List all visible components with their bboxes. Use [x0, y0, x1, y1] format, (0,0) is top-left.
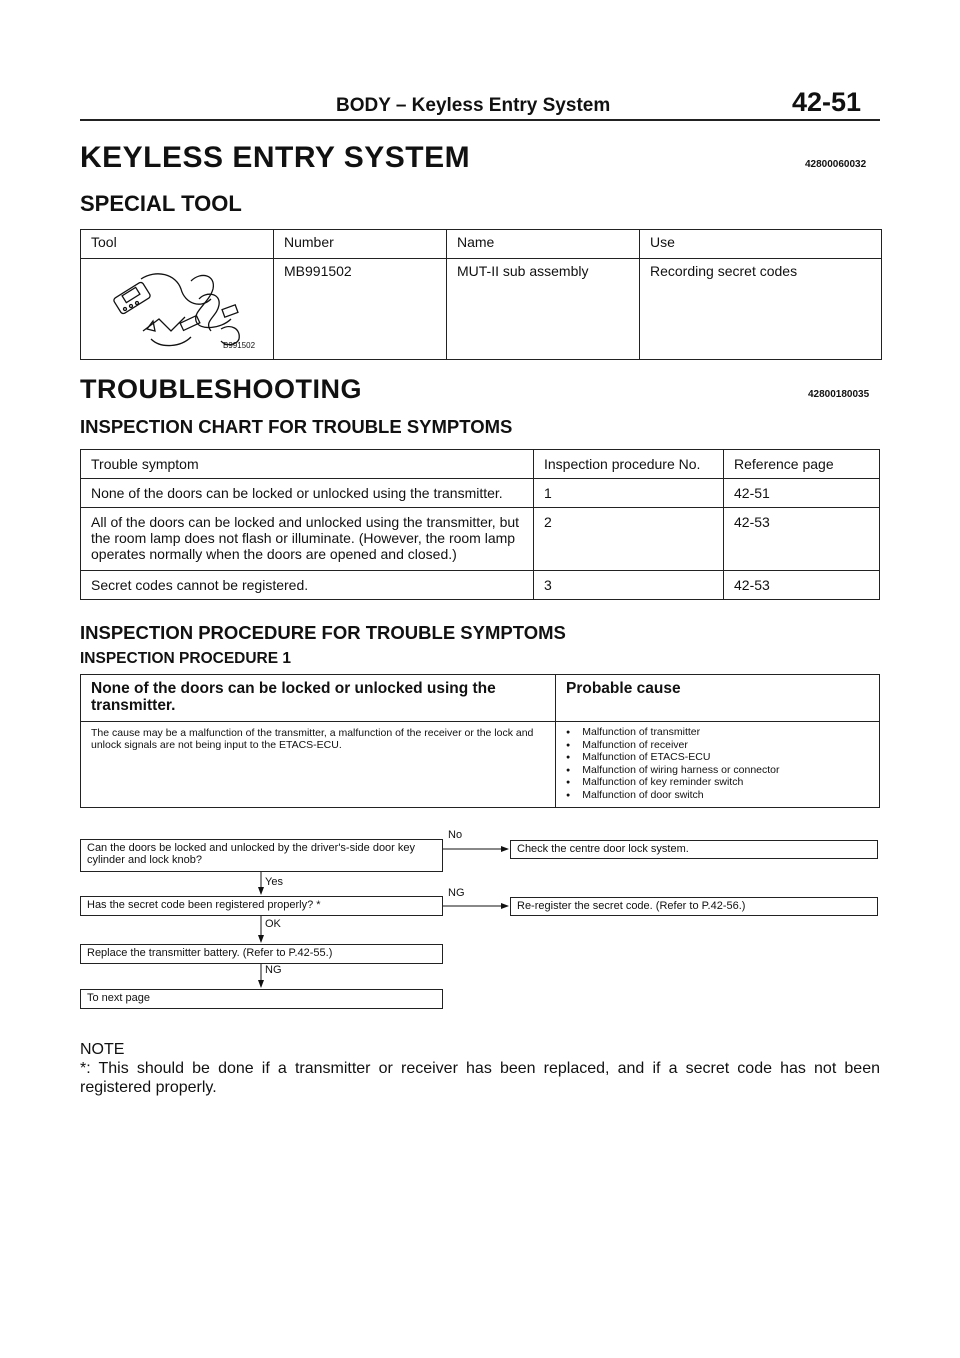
troubleshooting-code: 42800180035 — [808, 389, 870, 400]
title-code: 42800060032 — [805, 159, 867, 170]
flow-yes-label: Yes — [265, 876, 283, 888]
flow-ok-label: OK — [265, 918, 281, 930]
chart-heading: INSPECTION CHART FOR TROUBLE SYMPTOMS — [80, 416, 513, 437]
flow-step-4: To next page — [80, 989, 443, 1009]
reference-cell: 42-53 — [724, 571, 880, 600]
tool-number: MB991502 — [274, 259, 447, 360]
procedure-subheading: INSPECTION PROCEDURE 1 — [80, 650, 292, 667]
list-item: ● Malfunction of door switch — [566, 790, 869, 803]
col-header-tool: Tool — [81, 230, 274, 259]
list-item: ● Malfunction of ETACS-ECU — [566, 752, 869, 765]
list-item: ● Malfunction of transmitter — [566, 727, 869, 740]
flow-step-1-no: Check the centre door lock system. — [510, 840, 878, 859]
probable-cause-heading: Probable cause — [556, 675, 880, 722]
symptom-cell: None of the doors can be locked or unlocked using the transmitter. — [81, 479, 534, 508]
procedure-heading: INSPECTION PROCEDURE FOR TROUBLE SYMPTOMS — [80, 622, 566, 643]
note-text: *: This should be done if a transmitter or receiver has been replaced, and if a secret code has not been registered properly. — [80, 1060, 880, 1096]
col-header-procedure: Inspection procedure No. — [534, 450, 724, 479]
reference-cell: 42-53 — [724, 508, 880, 571]
note-label: NOTE — [80, 1041, 125, 1058]
flow-ng-label: NG — [448, 887, 465, 899]
troubleshooting-heading: TROUBLESHOOTING — [80, 374, 362, 404]
reference-cell: 42-51 — [724, 479, 880, 508]
procedure-cell: 2 — [534, 508, 724, 571]
procedure-cell: 3 — [534, 571, 724, 600]
page-title: KEYLESS ENTRY SYSTEM — [80, 141, 471, 174]
list-item: ● Malfunction of receiver — [566, 740, 869, 753]
col-header-name: Name — [447, 230, 640, 259]
tool-use: Recording secret codes — [640, 259, 882, 360]
symptom-cell: Secret codes cannot be registered. — [81, 571, 534, 600]
col-header-number: Number — [274, 230, 447, 259]
section-header: BODY – Keyless Entry System — [336, 95, 611, 116]
procedure-cell: 1 — [534, 479, 724, 508]
col-header-use: Use — [640, 230, 882, 259]
col-header-symptom: Trouble symptom — [81, 450, 534, 479]
flow-ng-label-2: NG — [265, 964, 282, 976]
tool-image-caption: B991502 — [223, 341, 256, 350]
flow-step-3: Replace the transmitter battery. (Refer to P.42-55.) — [80, 944, 443, 964]
list-item: ● Malfunction of wiring harness or connector — [566, 765, 869, 778]
procedure-title: None of the doors can be locked or unlocked using the transmitter. — [81, 675, 556, 722]
flow-step-2-ng: Re-register the secret code. (Refer to P.42-56.) — [510, 897, 878, 916]
flow-step-1: Can the doors be locked and unlocked by the driver's-side door key cylinder and lock knob? — [80, 839, 443, 872]
list-item: ● Malfunction of key reminder switch — [566, 777, 869, 790]
special-tool-heading: SPECIAL TOOL — [80, 191, 242, 216]
flow-step-2: Has the secret code been registered properly? * — [80, 896, 443, 916]
col-header-reference: Reference page — [724, 450, 880, 479]
page-number: 42-51 — [792, 87, 862, 117]
procedure-description: The cause may be a malfunction of the transmitter, a malfunction of the receiver or the lock and unlock signals are not being input to the ETACS-ECU. — [91, 727, 534, 751]
flow-no-label: No — [448, 829, 463, 841]
symptom-cell: All of the doors can be locked and unlocked using the transmitter, but the room lamp does not flash or illuminate. (However, the room lamp operates normally when the doors are opened and closed.) — [81, 508, 534, 571]
tool-name: MUT-II sub assembly — [447, 259, 640, 360]
